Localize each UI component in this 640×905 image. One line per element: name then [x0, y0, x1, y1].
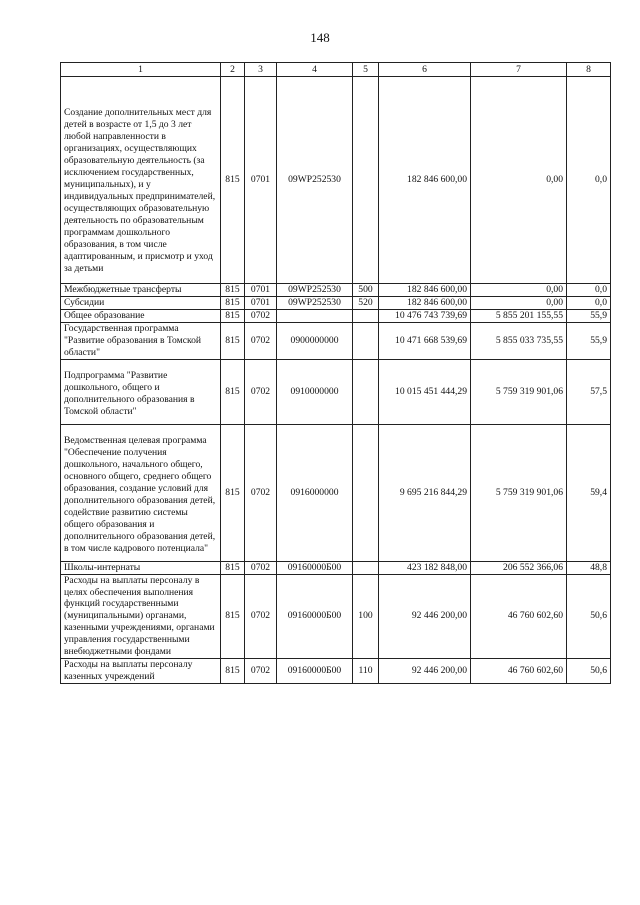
row-grbs: 815	[221, 561, 245, 574]
row-name: Расходы на выплаты персоналу в целях обеспечения выполнения функций государственными (муниципальными) органами, казенными учреждениями, органами управления государственными внебюджетными фондами	[61, 574, 221, 659]
row-type: 500	[353, 283, 379, 296]
row-percent: 0,0	[567, 283, 611, 296]
row-grbs: 815	[221, 659, 245, 684]
row-name: Расходы на выплаты персоналу казенных учреждений	[61, 659, 221, 684]
row-percent: 55,9	[567, 322, 611, 359]
row-type	[353, 561, 379, 574]
row-section: 0701	[245, 296, 277, 309]
row-grbs: 815	[221, 296, 245, 309]
row-percent: 0,0	[567, 296, 611, 309]
row-plan: 182 846 600,00	[379, 296, 471, 309]
table-row	[61, 309, 611, 322]
row-fact: 206 552 366,06	[471, 561, 567, 574]
row-grbs: 815	[221, 322, 245, 359]
row-target: 0910000000	[277, 359, 353, 424]
row-section: 0702	[245, 322, 277, 359]
row-name: Ведомственная целевая программа "Обеспечение получения дошкольного, начального общего, основного общего, среднего общего образования, создание условий для дополнительного образования детей, содействие развитию системы общего образования и дополнительного образования детей, в том числе кадрового потенциала"	[61, 424, 221, 561]
column-header: 5	[353, 63, 379, 77]
row-type	[353, 359, 379, 424]
row-name: Субсидии	[61, 296, 221, 309]
row-name: Школы-интернаты	[61, 561, 221, 574]
row-name: Межбюджетные трансферты	[61, 283, 221, 296]
column-header: 3	[245, 63, 277, 77]
column-header: 1	[61, 63, 221, 77]
row-fact: 5 759 319 901,06	[471, 359, 567, 424]
row-grbs: 815	[221, 424, 245, 561]
row-type	[353, 322, 379, 359]
column-header: 2	[221, 63, 245, 77]
row-type	[353, 309, 379, 322]
row-plan: 10 476 743 739,69	[379, 309, 471, 322]
table-row	[61, 77, 611, 284]
row-name: Подпрограмма "Развитие дошкольного, общего и дополнительного образования в Томской области"	[61, 359, 221, 424]
row-section: 0702	[245, 561, 277, 574]
row-section: 0702	[245, 574, 277, 659]
row-grbs: 815	[221, 574, 245, 659]
table-row	[61, 283, 611, 296]
row-percent: 57,5	[567, 359, 611, 424]
row-fact: 5 759 319 901,06	[471, 424, 567, 561]
row-section: 0702	[245, 424, 277, 561]
row-target: 09WP252530	[277, 77, 353, 284]
table-row	[61, 322, 611, 359]
table-header-row	[61, 63, 611, 77]
row-type	[353, 424, 379, 561]
row-name: Создание дополнительных мест для детей в возрасте от 1,5 до 3 лет любой направленности в организациях, осуществляющих образовательную деятельность (за исключением государственных, муниципальных), и у индивидуальных предпринимателей, осуществляющих образовательную деятельность по образовательным программам дошкольного образования, в том числе адаптированным, и присмотр и уход за детьми	[61, 77, 221, 284]
row-target	[277, 309, 353, 322]
row-plan: 10 015 451 444,29	[379, 359, 471, 424]
row-plan: 182 846 600,00	[379, 283, 471, 296]
row-percent: 59,4	[567, 424, 611, 561]
row-target: 0916000000	[277, 424, 353, 561]
column-header: 6	[379, 63, 471, 77]
row-section: 0702	[245, 309, 277, 322]
row-fact: 46 760 602,60	[471, 574, 567, 659]
row-fact: 0,00	[471, 296, 567, 309]
column-header: 8	[567, 63, 611, 77]
row-type: 520	[353, 296, 379, 309]
row-plan: 423 182 848,00	[379, 561, 471, 574]
row-percent: 48,8	[567, 561, 611, 574]
page-number: 148	[310, 30, 330, 45]
row-fact: 5 855 201 155,55	[471, 309, 567, 322]
row-type: 110	[353, 659, 379, 684]
row-plan: 92 446 200,00	[379, 574, 471, 659]
row-grbs: 815	[221, 283, 245, 296]
row-plan: 182 846 600,00	[379, 77, 471, 284]
row-type	[353, 77, 379, 284]
table-row	[61, 424, 611, 561]
budget-table	[60, 62, 611, 684]
row-grbs: 815	[221, 309, 245, 322]
column-header: 4	[277, 63, 353, 77]
row-target: 09WP252530	[277, 283, 353, 296]
row-plan: 92 446 200,00	[379, 659, 471, 684]
row-plan: 10 471 668 539,69	[379, 322, 471, 359]
row-percent: 50,6	[567, 659, 611, 684]
row-grbs: 815	[221, 359, 245, 424]
row-grbs: 815	[221, 77, 245, 284]
row-target: 09160000Б00	[277, 561, 353, 574]
row-section: 0701	[245, 77, 277, 284]
row-percent: 0,0	[567, 77, 611, 284]
table-row	[61, 659, 611, 684]
row-section: 0702	[245, 659, 277, 684]
column-header: 7	[471, 63, 567, 77]
row-target: 0900000000	[277, 322, 353, 359]
row-target: 09160000Б00	[277, 574, 353, 659]
row-target: 09WP252530	[277, 296, 353, 309]
row-target: 09160000Б00	[277, 659, 353, 684]
row-type: 100	[353, 574, 379, 659]
row-section: 0701	[245, 283, 277, 296]
row-percent: 50,6	[567, 574, 611, 659]
row-name: Государственная программа "Развитие образования в Томской области"	[61, 322, 221, 359]
row-fact: 46 760 602,60	[471, 659, 567, 684]
table-row	[61, 574, 611, 659]
table-row	[61, 359, 611, 424]
table-row	[61, 296, 611, 309]
row-fact: 5 855 033 735,55	[471, 322, 567, 359]
row-fact: 0,00	[471, 77, 567, 284]
row-percent: 55,9	[567, 309, 611, 322]
row-name: Общее образование	[61, 309, 221, 322]
row-section: 0702	[245, 359, 277, 424]
table-row	[61, 561, 611, 574]
row-fact: 0,00	[471, 283, 567, 296]
row-plan: 9 695 216 844,29	[379, 424, 471, 561]
